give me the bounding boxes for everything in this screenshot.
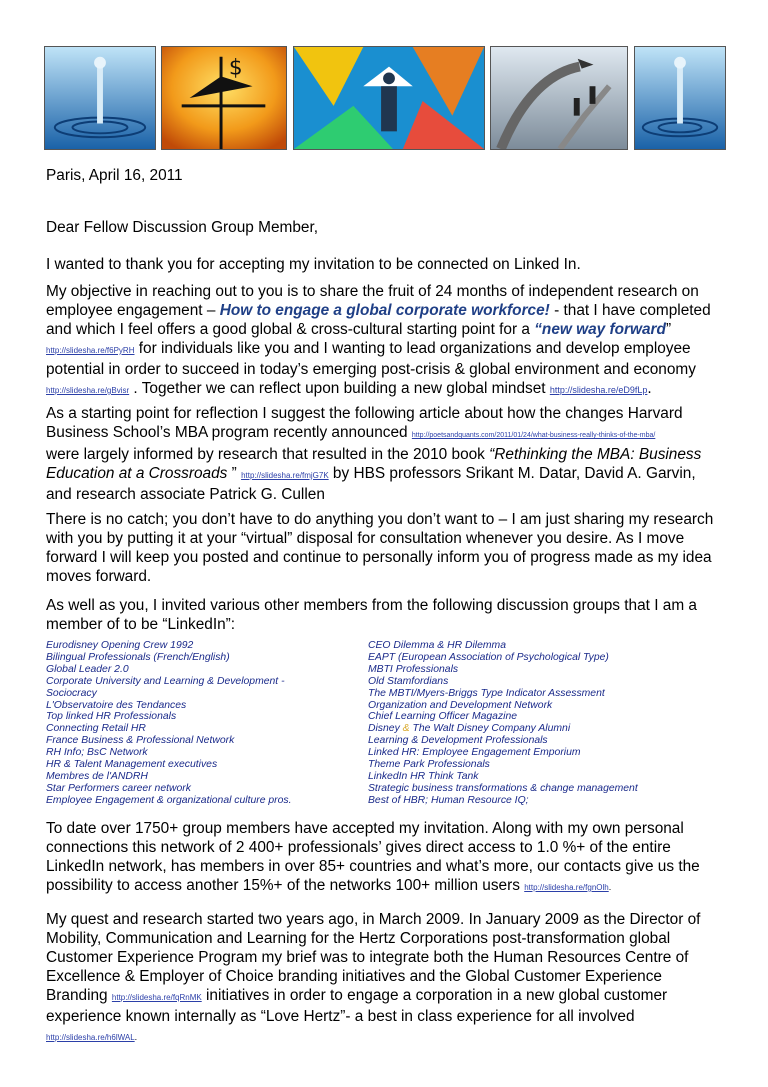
group-item: Global Leader 2.0 <box>46 663 129 675</box>
weathervane-image <box>161 46 287 150</box>
link-slideshare-h6lwal[interactable]: http://slidesha.re/h6lWAL <box>46 1033 135 1042</box>
water-drop-image-left <box>44 46 156 150</box>
discussion-groups-list <box>46 640 726 810</box>
link-slideshare-ed9flp[interactable]: http://slidesha.re/eD9fLp <box>549 385 648 395</box>
group-item: Organization and Development Network <box>368 699 553 711</box>
link-slideshare-fmjg7k[interactable]: http://slidesha.re/fmjG7K <box>241 471 329 480</box>
highlight-title: How to engage a global corporate workforce! <box>219 302 550 319</box>
group-item: MBTI Professionals <box>368 663 459 675</box>
group-item: Employee Engagement & organizational culture pros. <box>46 794 292 806</box>
paragraph-groups-intro: As well as you, I invited various other members from the following discussion groups that I am a member of to be “LinkedIn”: <box>46 597 697 633</box>
group-item: Theme Park Professionals <box>368 759 490 771</box>
group-item: EAPT (European Association of Psychological Type) <box>368 651 609 663</box>
group-item: Disney & The Walt Disney Company Alumni <box>368 723 571 735</box>
group-item: Eurodisney Opening Crew 1992 <box>46 640 194 651</box>
highlight-new-way-forward: “new way forward <box>534 321 666 338</box>
link-slideshare-f6pyrh[interactable]: http://slidesha.re/f6PyRH <box>46 346 135 355</box>
groups-left-column <box>46 640 291 807</box>
group-item: The MBTI/Myers-Briggs Type Indicator Assessment <box>368 687 605 699</box>
paragraph-thanks: I wanted to thank you for accepting my invitation to be connected on Linked In. <box>46 256 581 273</box>
svg-text:$: $ <box>228 55 243 81</box>
groups-right-column <box>368 640 638 807</box>
group-item: Bilingual Professionals (French/English) <box>46 651 230 663</box>
paragraph-network-stats: To date over 1750+ group members have accepted my invitation. Along with my own personal connections this network of 2 400+ professionals’ gives direct access to 1.0 %+ of the entire LinkedIn network, has members in over 85+ countries and what’s more, our contacts give us the possibility to access another 15%+ of the networks 100+ million users http://slidesha.re/fgnOlh. <box>46 820 700 894</box>
group-item: Linked HR: Employee Engagement Emporium <box>368 747 581 759</box>
paragraph-harvard: As a starting point for reflection I suggest the following article about how the changes Harvard Business School’s MBA program recently announced http://poetsandquants.com/2011/01/24/what-business-really-thinks-of-the-mba/ were largely informed by research that resulted in the 2010 book “Rethinking the MBA: Business Education at a Crossroads ” http://slidesha.re/fmjG7K by HBS professors Srikant M. Datar, David A. Garvin, and research associate Patrick G. Cullen <box>46 405 702 503</box>
group-item: Connecting Retail HR <box>46 723 146 735</box>
path-to-sky-image <box>490 46 628 150</box>
paragraph-objective: My objective in reaching out to you is to share the fruit of 24 months of independent research on employee engagement – How to engage a global corporate workforce! - that I have completed and which I feel offers a good global & cross-cultural starting point for a “new way forward” http://slidesha.re/f6PyRH for individuals like you and I wanting to lead organizations and develop employee potential in order to succeed in today’s emerging post-crisis & global environment and economy http://slidesha.re/gBvisr . Together we can reflect upon building a new global mindset http://slidesha.re/eD9fLp. <box>46 283 711 397</box>
business-arrows-image <box>293 46 485 150</box>
group-item: CEO Dilemma & HR Dilemma <box>368 640 506 651</box>
group-item: Star Performers career network <box>46 782 191 794</box>
group-item: Membres de l'ANDRH <box>46 770 148 782</box>
link-slideshare-fgnolh[interactable]: http://slidesha.re/fgnOlh <box>524 883 609 892</box>
group-item: Top linked HR Professionals <box>46 711 177 723</box>
link-poetsandquants[interactable]: http://poetsandquants.com/2011/01/24/what-business-really-thinks-of-the-mba/ <box>411 432 656 439</box>
group-item: L'Observatoire des Tendances <box>46 699 187 711</box>
group-item: Chief Learning Officer Magazine <box>368 711 518 723</box>
paragraph-research-history: My quest and research started two years ago, in March 2009. In January 2009 as the Director of Mobility, Communication and Learning for the Hertz Corporations post-transformation global Customer Experience Program my brief was to integrate both the Human Resources Centre of Excellence & Employer of Choice branding initiatives and the Global Customer Experience Branding http://slidesha.re/fqRnMK initiatives in order to engage a corporation in a new global customer experience known internally as “Love Hertz”- a best in class experience for all involved http://slidesha.re/h6lWAL. <box>46 911 701 1042</box>
place-date: Paris, April 16, 2011 <box>46 167 183 184</box>
salutation: Dear Fellow Discussion Group Member, <box>46 219 318 236</box>
water-drop-image-right <box>634 46 726 150</box>
group-item: Old Stamfordians <box>368 675 449 687</box>
link-slideshare-gbvisr[interactable]: http://slidesha.re/gBvisr <box>46 386 130 395</box>
group-item: Strategic business transformations & change management <box>368 782 638 794</box>
group-item: RH Info; BsC Network <box>46 747 148 759</box>
paragraph-no-catch: There is no catch; you don’t have to do anything you don’t want to – I am just sharing my research with you by putting it at your “virtual” disposal for consultation whenever you desire. As I move forward I will keep you posted and continue to personally inform you of progress made as my idea moves forward. <box>46 511 714 585</box>
book-title: “Rethinking the MBA: Business <box>489 446 702 463</box>
group-item: Corporate University and Learning & Development - <box>46 675 285 687</box>
group-item: HR & Talent Management executives <box>46 759 218 771</box>
group-item: Best of HBR; Human Resource IQ; <box>368 794 529 806</box>
link-slideshare-fqrnmk[interactable]: http://slidesha.re/fqRnMK <box>111 993 202 1002</box>
group-item: Sociocracy <box>46 687 97 699</box>
header-image-banner <box>44 46 726 150</box>
group-item: Learning & Development Professionals <box>368 735 548 747</box>
group-item: LinkedIn HR Think Tank <box>368 770 479 782</box>
group-item: France Business & Professional Network <box>46 735 235 747</box>
